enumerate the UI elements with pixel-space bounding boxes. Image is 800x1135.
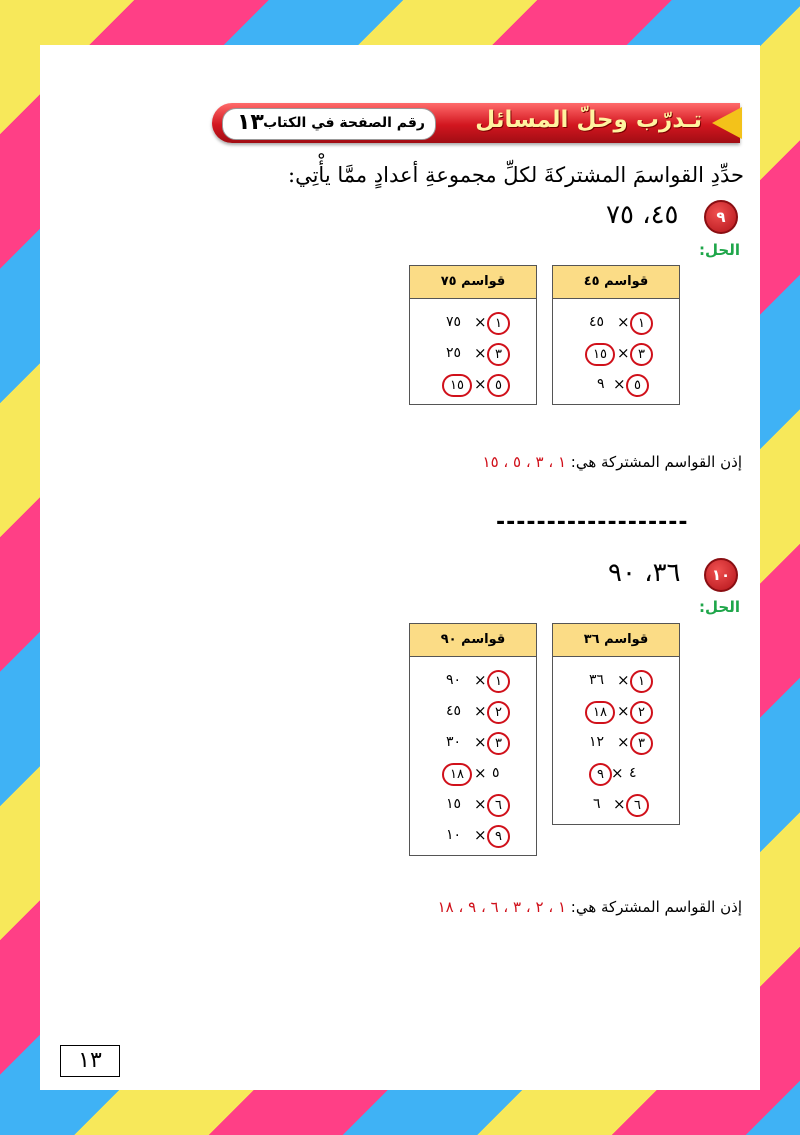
table-row: ٧٥ × ١: [410, 307, 536, 338]
circled-divisor: ٥: [626, 374, 649, 397]
circled-divisor: ١٥: [585, 343, 615, 366]
table-row: ١٥ × ٥: [410, 369, 536, 400]
table-row: ٤٥ × ١: [553, 307, 679, 338]
table-header: قواسم ٤٥: [553, 266, 679, 299]
page-number: ١٣: [60, 1045, 120, 1077]
table-header: قواسم ٣٦: [553, 624, 679, 657]
table-row: ٦ × ٦: [553, 789, 679, 820]
circled-divisor: ٦: [487, 794, 510, 817]
table-row: ٥ × ١٨: [410, 758, 536, 789]
circled-divisor: ٩: [589, 763, 612, 786]
instruction-text: حدِّدِ القواسمَ المشتركةَ لكلِّ مجموعةِ أعدادٍ ممَّا يأْتِي:: [288, 163, 744, 187]
problem-9-numbers: ٤٥، ٧٥: [606, 200, 679, 230]
table-row: ٣٠ × ٣: [410, 727, 536, 758]
problem-10-conclusion: إذن القواسم المشتركة هي: ١ ، ٢ ، ٣ ، ٦ ، ٩ ، ١٨: [437, 898, 742, 916]
circled-divisor: ١٥: [442, 374, 472, 397]
problem-9-badge: ٩: [704, 200, 738, 234]
table-row: ٩٠ × ١: [410, 665, 536, 696]
circled-divisor: ٢: [487, 701, 510, 724]
common-divisors-9: ١ ، ٣ ، ٥ ، ١٥: [482, 453, 566, 471]
common-divisors-10: ١ ، ٢ ، ٣ ، ٦ ، ٩ ، ١٨: [437, 898, 566, 916]
circled-divisor: ٢: [630, 701, 653, 724]
book-page-label: رقم الصفحة في الكتاب: [263, 115, 425, 131]
separator: -------------------: [496, 510, 689, 535]
worksheet-page: [40, 45, 760, 1090]
problem-10-numbers: ٣٦، ٩٠: [608, 558, 681, 588]
circled-divisor: ٩: [487, 825, 510, 848]
table-row: ٩ × ٥: [553, 369, 679, 400]
circled-divisor: ١٨: [585, 701, 615, 724]
table-header: قواسم ٩٠: [410, 624, 536, 657]
banner-title: تـدرّب وحلّ المسائل: [475, 107, 702, 133]
circled-divisor: ٣: [487, 343, 510, 366]
circled-divisor: ٣: [630, 343, 653, 366]
circled-divisor: ١: [630, 312, 653, 335]
circled-divisor: ٣: [630, 732, 653, 755]
table-row: ١٠ × ٩: [410, 820, 536, 851]
circled-divisor: ٣: [487, 732, 510, 755]
table-row: ١٢ × ٣: [553, 727, 679, 758]
problem-9-solution-label: الحل:: [699, 241, 740, 259]
circled-divisor: ٦: [626, 794, 649, 817]
book-page-number: ١٣: [237, 110, 264, 135]
problem-10-badge: ١٠: [704, 558, 738, 592]
problem-9-conclusion: إذن القواسم المشتركة هي: ١ ، ٣ ، ٥ ، ١٥: [482, 453, 742, 471]
circled-divisor: ١: [487, 670, 510, 693]
table-row: ٣٦ × ١: [553, 665, 679, 696]
table-row: ٤٥ × ٢: [410, 696, 536, 727]
section-banner: [212, 103, 740, 143]
divisors-table-90: [409, 623, 537, 856]
banner-arrow-icon: [712, 107, 742, 139]
book-page-box: [222, 108, 436, 140]
table-row: ١٥ × ٦: [410, 789, 536, 820]
circled-divisor: ١٨: [442, 763, 472, 786]
circled-divisor: ١: [630, 670, 653, 693]
table-header: قواسم ٧٥: [410, 266, 536, 299]
table-row: ٤ × ٩: [553, 758, 679, 789]
table-row: ٢٥ × ٣: [410, 338, 536, 369]
circled-divisor: ١: [487, 312, 510, 335]
divisors-table-75: [409, 265, 537, 405]
circled-divisor: ٥: [487, 374, 510, 397]
divisors-table-45: [552, 265, 680, 405]
divisors-table-36: [552, 623, 680, 825]
table-row: ١٥ × ٣: [553, 338, 679, 369]
problem-10-solution-label: الحل:: [699, 598, 740, 616]
table-row: ١٨ × ٢: [553, 696, 679, 727]
